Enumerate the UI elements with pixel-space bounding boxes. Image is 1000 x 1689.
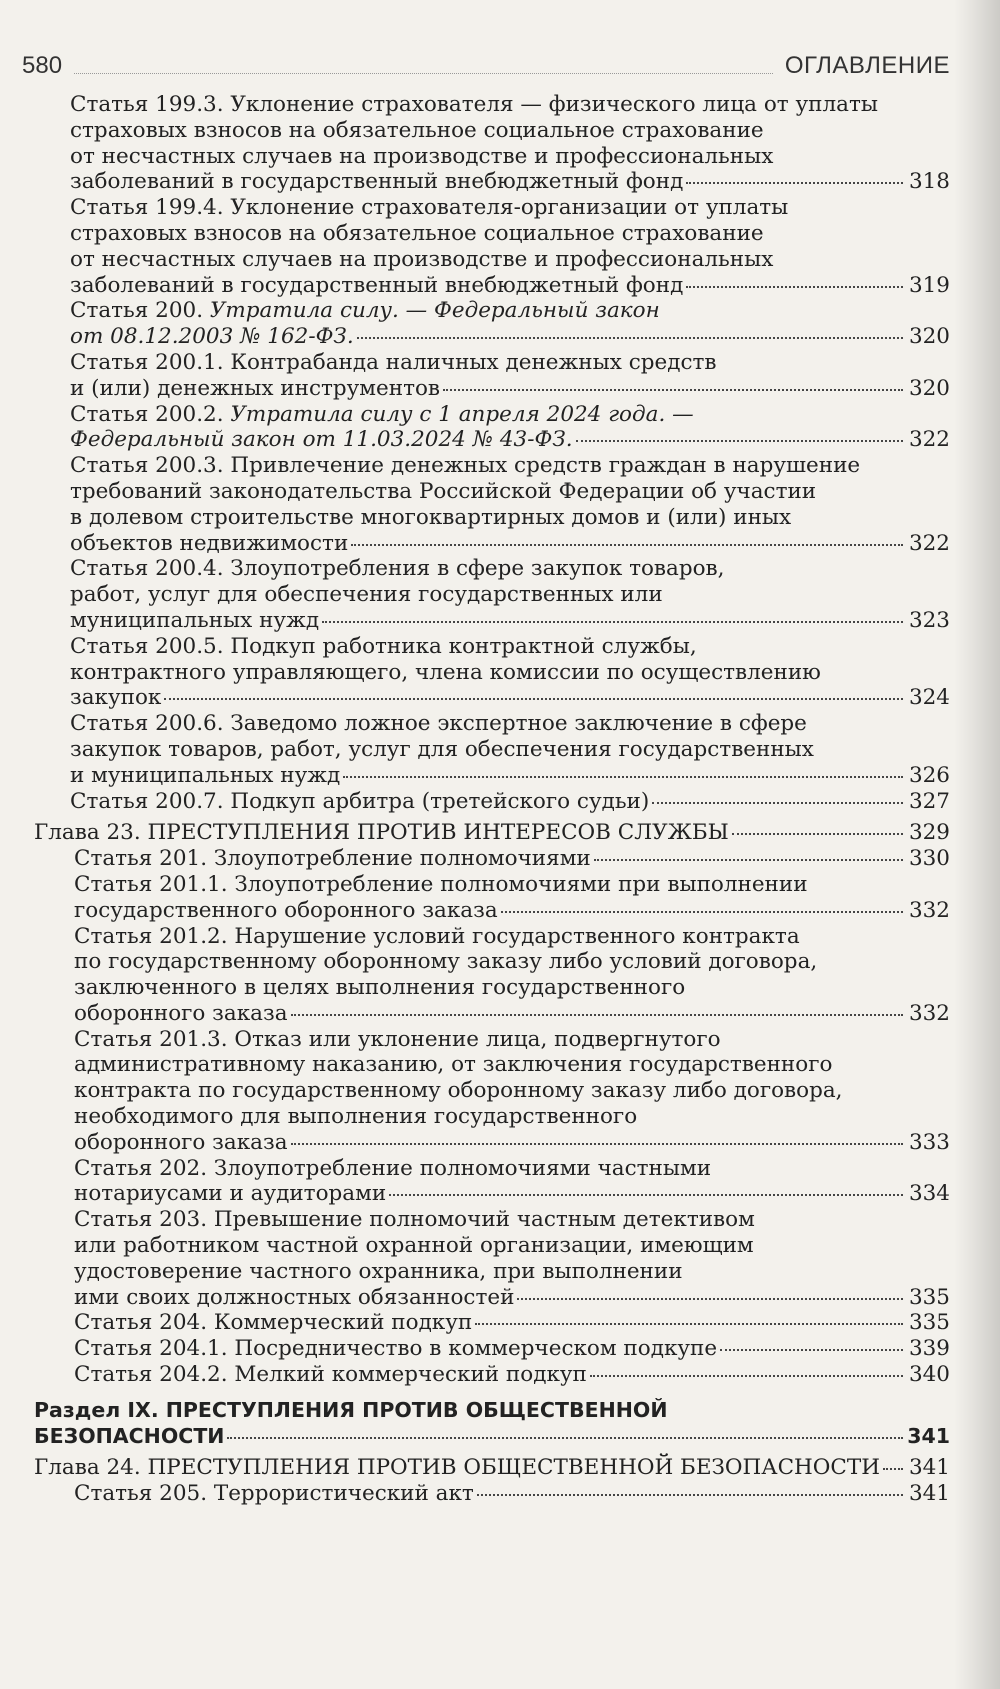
toc-entry-text (70, 118, 764, 143)
toc-entry[interactable] (22, 1310, 950, 1336)
toc-page-number: 332 (908, 897, 950, 923)
toc-entry[interactable] (22, 1362, 950, 1388)
toc-entry-text (74, 1027, 721, 1052)
toc-entry-line: Глава 23. ПРЕСТУПЛЕНИЯ ПРОТИВ ИНТЕРЕСОВ СЛУЖБЫ (34, 820, 729, 846)
toc-page-number: 341 (908, 1481, 950, 1507)
toc-entry-line: нотариусами и аудиторами (74, 1181, 387, 1207)
dot-leader (357, 336, 903, 339)
dot-leader (475, 1322, 903, 1325)
toc-entry-line: закупок товаров, работ, услуг для обеспечения государственных (70, 736, 814, 762)
toc-entry[interactable] (22, 711, 950, 788)
toc-entry-line: оборонного заказа (74, 1129, 288, 1155)
toc-entry-line: заключенного в целях выполнения государственного (74, 975, 686, 1001)
toc-entry-text (70, 711, 807, 736)
toc-entry[interactable] (22, 556, 950, 633)
dot-leader (343, 775, 903, 778)
toc-entry-text (74, 1233, 754, 1258)
toc-entry-text (74, 898, 498, 924)
toc-entry[interactable] (22, 195, 950, 298)
toc-entry-text (70, 169, 683, 195)
running-title: ОГЛАВЛЕНИЕ (784, 52, 950, 79)
toc-entry-line: Статья 205. Террористический акт (74, 1481, 474, 1507)
toc-entry-text (70, 298, 660, 323)
toc-entry-line: Статья 201.3. Отказ или уклонение лица, подвергнутого (74, 1026, 721, 1052)
toc-entry-line: Статья 200.1. Контрабанда наличных денежных средств (70, 349, 717, 375)
toc-entry-line: от несчастных случаев на производстве и профессиональных (70, 246, 774, 272)
toc-page-number: 329 (908, 820, 950, 846)
toc-entry-text (74, 1362, 587, 1388)
toc-entry-text (74, 1481, 474, 1507)
toc-page-number: 318 (908, 169, 950, 195)
dot-leader (351, 543, 903, 546)
toc-entry-line: контрактного управляющего, члена комиссии по осуществлению (70, 659, 821, 685)
toc-entry-text (34, 1455, 880, 1481)
toc-entry-text (34, 1398, 667, 1422)
toc-entry-line: от несчастных случаев на производстве и профессиональных (70, 143, 774, 169)
toc-entry-line: Статья 199.4. Уклонение страхователя-организации от уплаты (70, 195, 789, 221)
toc-entry[interactable] (22, 1336, 950, 1362)
toc-page-number: 334 (908, 1181, 950, 1207)
toc-entry-text (70, 660, 821, 685)
toc-entry[interactable] (22, 402, 950, 454)
toc-entry-line: и муниципальных нужд (70, 762, 341, 788)
toc-entry-line: Статья 200.7. Подкуп арбитра (третейского судьи) (70, 788, 650, 814)
dot-leader (590, 1374, 903, 1377)
page-number: 580 (22, 52, 63, 79)
running-header (22, 44, 950, 80)
dot-leader (686, 181, 903, 184)
toc-entry-line: Утратила силу с 1 апреля 2024 года. — (223, 401, 694, 427)
toc-entry-line: контракта по государственному оборонному заказу либо договора, (74, 1078, 843, 1104)
dot-leader (443, 388, 903, 391)
toc-entry-text (74, 1259, 683, 1284)
toc-entry-text (70, 350, 717, 375)
toc-entry-text (74, 1181, 386, 1207)
toc-entry-text (70, 634, 697, 659)
toc-entry[interactable] (22, 1455, 950, 1481)
toc-page-number: 335 (908, 1310, 950, 1336)
toc-entry-text (70, 273, 683, 299)
toc-entry-text (70, 685, 161, 711)
toc-page-number: 319 (908, 272, 950, 298)
table-of-contents (22, 92, 950, 1507)
toc-page-number: 326 (908, 762, 950, 788)
toc-entry-line: Статья 204.2. Мелкий коммерческий подкуп (74, 1362, 587, 1388)
toc-entry-text (70, 376, 440, 402)
toc-entry-line: в долевом строительстве многоквартирных домов и (или) иных (70, 504, 792, 530)
toc-page-number: 339 (908, 1336, 950, 1362)
toc-page-number: 323 (908, 607, 950, 633)
toc-entry[interactable] (22, 92, 950, 195)
dot-leader (501, 910, 903, 913)
toc-entry-line: закупок (70, 685, 162, 711)
toc-entry-line: необходимого для выполнения государственного (74, 1104, 638, 1130)
toc-entry-text (70, 556, 725, 581)
toc-entry-line: Статья 200.6. Заведомо ложное экспертное заключение в сфере (70, 711, 807, 737)
toc-entry-line: и (или) денежных инструментов (70, 375, 441, 401)
toc-entry-number: Статья 200.2. (70, 401, 224, 427)
toc-entry-line: ими своих должностных обязанностей (74, 1284, 515, 1310)
toc-entry-text (34, 1424, 224, 1450)
toc-entry-text (70, 763, 340, 789)
dot-leader (732, 832, 903, 835)
dot-leader (291, 1142, 903, 1145)
toc-page-number: 332 (908, 1000, 950, 1026)
toc-entry-text (74, 975, 685, 1000)
toc-entry-line: удостоверение частного охранника, при выполнении (74, 1258, 683, 1284)
toc-page-number: 327 (908, 788, 950, 814)
dot-leader (227, 1436, 903, 1439)
toc-entry-number: Статья 200. (70, 298, 204, 324)
toc-page-number: 341 (907, 1423, 950, 1448)
toc-entry-line: Статья 201. Злоупотребление полномочиями (74, 846, 591, 872)
toc-entry-text (70, 427, 573, 453)
toc-entry-line: Глава 24. ПРЕСТУПЛЕНИЯ ПРОТИВ ОБЩЕСТВЕННОЙ БЕЗОПАСНОСТИ (34, 1455, 880, 1481)
toc-entry-line: Статья 201.2. Нарушение условий государственного контракта (74, 923, 800, 949)
dot-leader (291, 1013, 903, 1016)
toc-entry-text (74, 949, 817, 974)
toc-entry[interactable] (22, 846, 950, 872)
toc-entry[interactable] (22, 453, 950, 556)
toc-entry-text (70, 531, 348, 557)
toc-entry[interactable] (22, 1207, 950, 1310)
toc-page-number: 320 (908, 375, 950, 401)
toc-entry-text (70, 479, 816, 504)
toc-entry-line: Статья 200.4. Злоупотребления в сфере закупок товаров, (70, 556, 725, 582)
toc-entry-line: Статья 200.3. Привлечение денежных средств граждан в нарушение (70, 453, 861, 479)
toc-entry[interactable] (22, 924, 950, 1027)
toc-entry-line: страховых взносов на обязательное социальное страхование (70, 117, 764, 143)
toc-page-number: 322 (908, 530, 950, 556)
toc-entry-text (70, 737, 814, 762)
toc-entry-text (70, 402, 694, 427)
toc-page-number: 330 (908, 846, 950, 872)
toc-entry-text (74, 1078, 843, 1103)
toc-entry-text (70, 608, 319, 634)
toc-entry-line: Статья 201.1. Злоупотребление полномочиями при выполнении (74, 871, 808, 897)
toc-entry-text (34, 820, 729, 846)
toc-entry[interactable] (22, 1481, 950, 1507)
dot-leader (389, 1193, 903, 1196)
dot-leader (883, 1467, 903, 1470)
toc-page-number: 333 (908, 1129, 950, 1155)
dot-leader (652, 801, 903, 804)
toc-entry-line: Статья 204. Коммерческий подкуп (74, 1310, 473, 1336)
toc-entry-text (74, 1156, 711, 1181)
toc-entry-text (70, 582, 663, 607)
toc-entry[interactable] (22, 1398, 950, 1450)
toc-entry-line: заболеваний в государственный внебюджетный фонд (70, 169, 684, 195)
toc-entry-line: административному наказанию, от заключения государственного (74, 1052, 833, 1078)
page-edge-shadow (954, 0, 1000, 1689)
toc-entry[interactable] (22, 820, 950, 846)
toc-entry[interactable] (22, 872, 950, 924)
toc-entry[interactable] (22, 1156, 950, 1208)
toc-entry-text (74, 1052, 832, 1077)
dot-leader (322, 620, 903, 623)
toc-entry-text (74, 1285, 514, 1311)
toc-entry-line: Статья 204.1. Посредничество в коммерческом подкупе (74, 1336, 718, 1362)
toc-entry-line: требований законодательства Российской Федерации об участии (70, 478, 817, 504)
toc-entry-text (74, 1001, 288, 1027)
toc-entry-line: или работником частной охранной организации, имеющим (74, 1233, 754, 1259)
toc-entry-line: страховых взносов на обязательное социальное страхование (70, 220, 764, 246)
toc-entry-text (74, 1310, 472, 1336)
dot-leader (594, 858, 903, 861)
dot-leader (576, 439, 903, 442)
toc-entry[interactable] (22, 789, 950, 815)
toc-entry[interactable] (22, 350, 950, 402)
dot-leader (517, 1297, 903, 1300)
toc-entry[interactable] (22, 634, 950, 711)
toc-entry-line: государственного оборонного заказа (74, 897, 498, 923)
toc-entry-text (74, 846, 591, 872)
toc-entry-line: заболеваний в государственный внебюджетный фонд (70, 272, 684, 298)
toc-entry-line: Статья 202. Злоупотребление полномочиями частными (74, 1155, 712, 1181)
toc-entry-text (74, 1336, 717, 1362)
toc-entry-text (70, 247, 773, 272)
dot-leader (164, 697, 903, 700)
toc-entry-line: Раздел IX. ПРЕСТУПЛЕНИЯ ПРОТИВ ОБЩЕСТВЕННОЙ (34, 1397, 668, 1422)
toc-entry-line: муниципальных нужд (70, 607, 320, 633)
toc-entry-line: Утратила силу. — Федеральный закон (203, 298, 660, 324)
toc-entry-text (74, 1207, 755, 1232)
toc-entry-text (70, 453, 860, 478)
toc-entry-text (70, 221, 764, 246)
dot-leader (720, 1348, 903, 1351)
header-rule (74, 72, 773, 74)
dot-leader (477, 1493, 903, 1496)
toc-entry-line: Статья 200.5. Подкуп работника контрактной службы, (70, 633, 697, 659)
toc-entry-line: оборонного заказа (74, 1000, 288, 1026)
toc-entry-text (70, 92, 878, 117)
toc-entry-text (70, 144, 773, 169)
toc-entry-text (70, 195, 788, 220)
toc-entry[interactable] (22, 1027, 950, 1156)
toc-entry-text (70, 324, 354, 350)
toc-page-number: 322 (908, 427, 950, 453)
toc-page-number: 341 (908, 1455, 950, 1481)
toc-entry-line: по государственному оборонному заказу либо условий договора, (74, 949, 818, 975)
toc-entry-text (74, 1130, 288, 1156)
toc-entry-line: БЕЗОПАСНОСТИ (34, 1423, 225, 1448)
toc-entry-line: работ, услуг для обеспечения государственных или (70, 582, 663, 608)
toc-page-number: 320 (908, 324, 950, 350)
toc-entry-text (74, 924, 800, 949)
toc-entry-line: Федеральный закон от 11.03.2024 № 43-ФЗ. (70, 427, 573, 453)
dot-leader (686, 285, 903, 288)
toc-entry[interactable] (22, 298, 950, 350)
toc-page-number: 335 (908, 1284, 950, 1310)
toc-entry-line: объектов недвижимости (70, 530, 349, 556)
toc-entry-text (74, 872, 808, 897)
toc-entry-line: от 08.12.2003 № 162-ФЗ. (70, 324, 354, 350)
toc-page-number: 340 (908, 1362, 950, 1388)
toc-entry-text (74, 1104, 637, 1129)
toc-entry-line: Статья 203. Превышение полномочий частным детективом (74, 1207, 755, 1233)
toc-page-number: 324 (908, 685, 950, 711)
toc-entry-text (70, 505, 791, 530)
toc-entry-text (70, 789, 649, 815)
toc-entry-line: Статья 199.3. Уклонение страхователя — физического лица от уплаты (70, 92, 878, 117)
